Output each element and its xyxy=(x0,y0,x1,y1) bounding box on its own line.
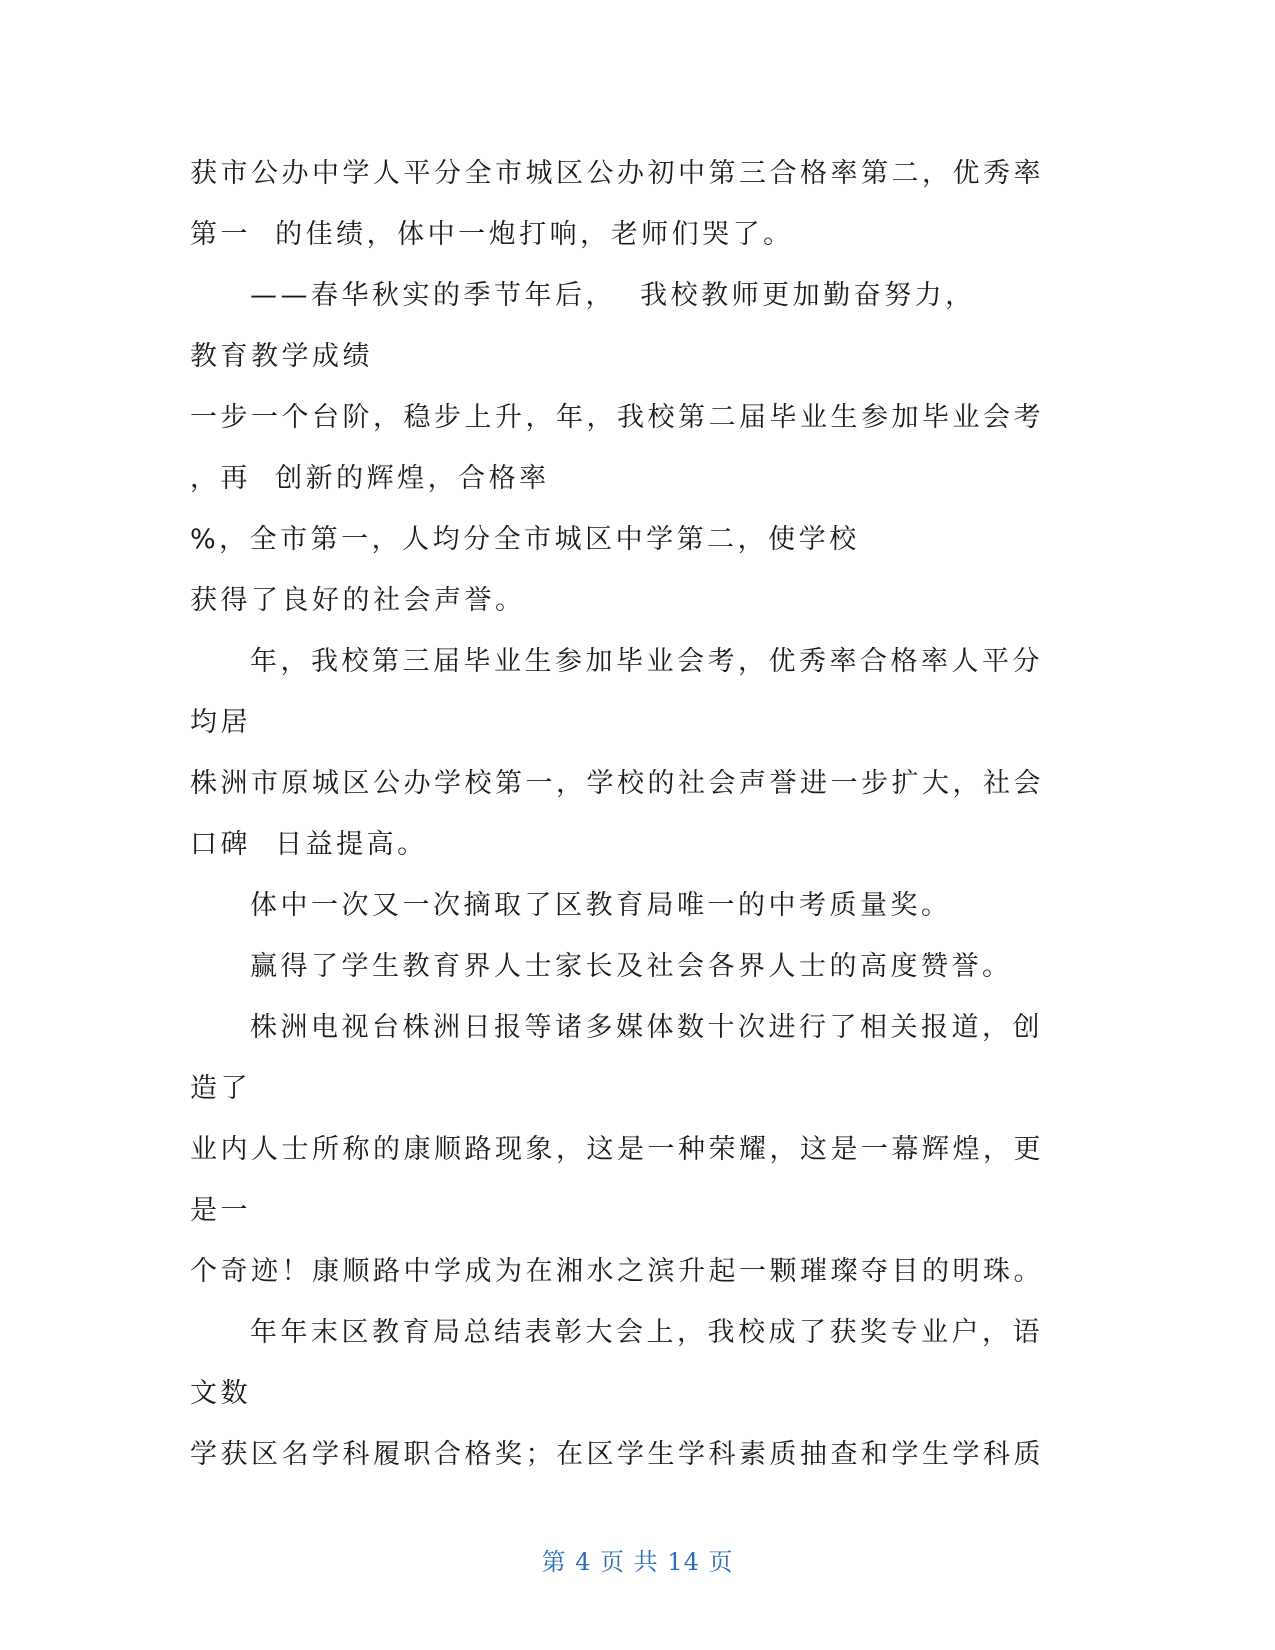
text-line: 业内人士所称的康顺路现象，这是一种荣耀，这是一幕辉煌，更 xyxy=(190,1134,1044,1165)
text-line: 获市公办中学人平分全市城区公办初中第三合格率第二，优秀率 xyxy=(190,158,1044,189)
text-line: ，再 创新的辉煌，合格率 xyxy=(190,463,550,494)
page-number-footer: 第 4 页 共 14 页 xyxy=(541,1548,734,1576)
text-line: 年年末区教育局总结表彰大会上，我校成了获奖专业户，语 xyxy=(250,1317,1043,1348)
text-line: %，全市第一，人均分全市城区中学第二，使学校 xyxy=(190,524,860,555)
text-line: 赢得了学生教育界人士家长及社会各界人士的高度赞誉。 xyxy=(250,951,1013,982)
text-line: 第一 的佳绩，体中一炮打响，老师们哭了。 xyxy=(190,219,794,250)
text-line: 个奇迹！康顺路中学成为在湘水之滨升起一颗璀璨夺目的明珠。 xyxy=(190,1256,1044,1287)
text-line: 一步一个台阶，稳步上升，年，我校第二届毕业生参加毕业会考 xyxy=(190,402,1044,433)
text-line: 获得了良好的社会声誉。 xyxy=(190,585,526,616)
text-line: ——春华秋实的季节年后， 我校教师更加勤奋努力， xyxy=(250,280,976,311)
text-line: 株洲市原城区公办学校第一，学校的社会声誉进一步扩大，社会 xyxy=(190,768,1044,799)
text-line: 学获区名学科履职合格奖；在区学生学科素质抽查和学生学科质 xyxy=(190,1439,1044,1470)
text-line: 口碑 日益提高。 xyxy=(190,829,428,860)
text-line: 教育教学成绩 xyxy=(190,341,373,372)
text-line: 年，我校第三届毕业生参加毕业会考，优秀率合格率人平分 xyxy=(250,646,1043,677)
text-line: 均居 xyxy=(190,707,251,738)
document-body xyxy=(190,143,1070,1485)
text-line: 体中一次又一次摘取了区教育局唯一的中考质量奖。 xyxy=(250,890,952,921)
text-line: 文数 xyxy=(190,1378,251,1409)
text-line: 造了 xyxy=(190,1073,251,1104)
text-line: 株洲电视台株洲日报等诸多媒体数十次进行了相关报道，创 xyxy=(250,1012,1043,1043)
text-line: 是一 xyxy=(190,1195,251,1226)
